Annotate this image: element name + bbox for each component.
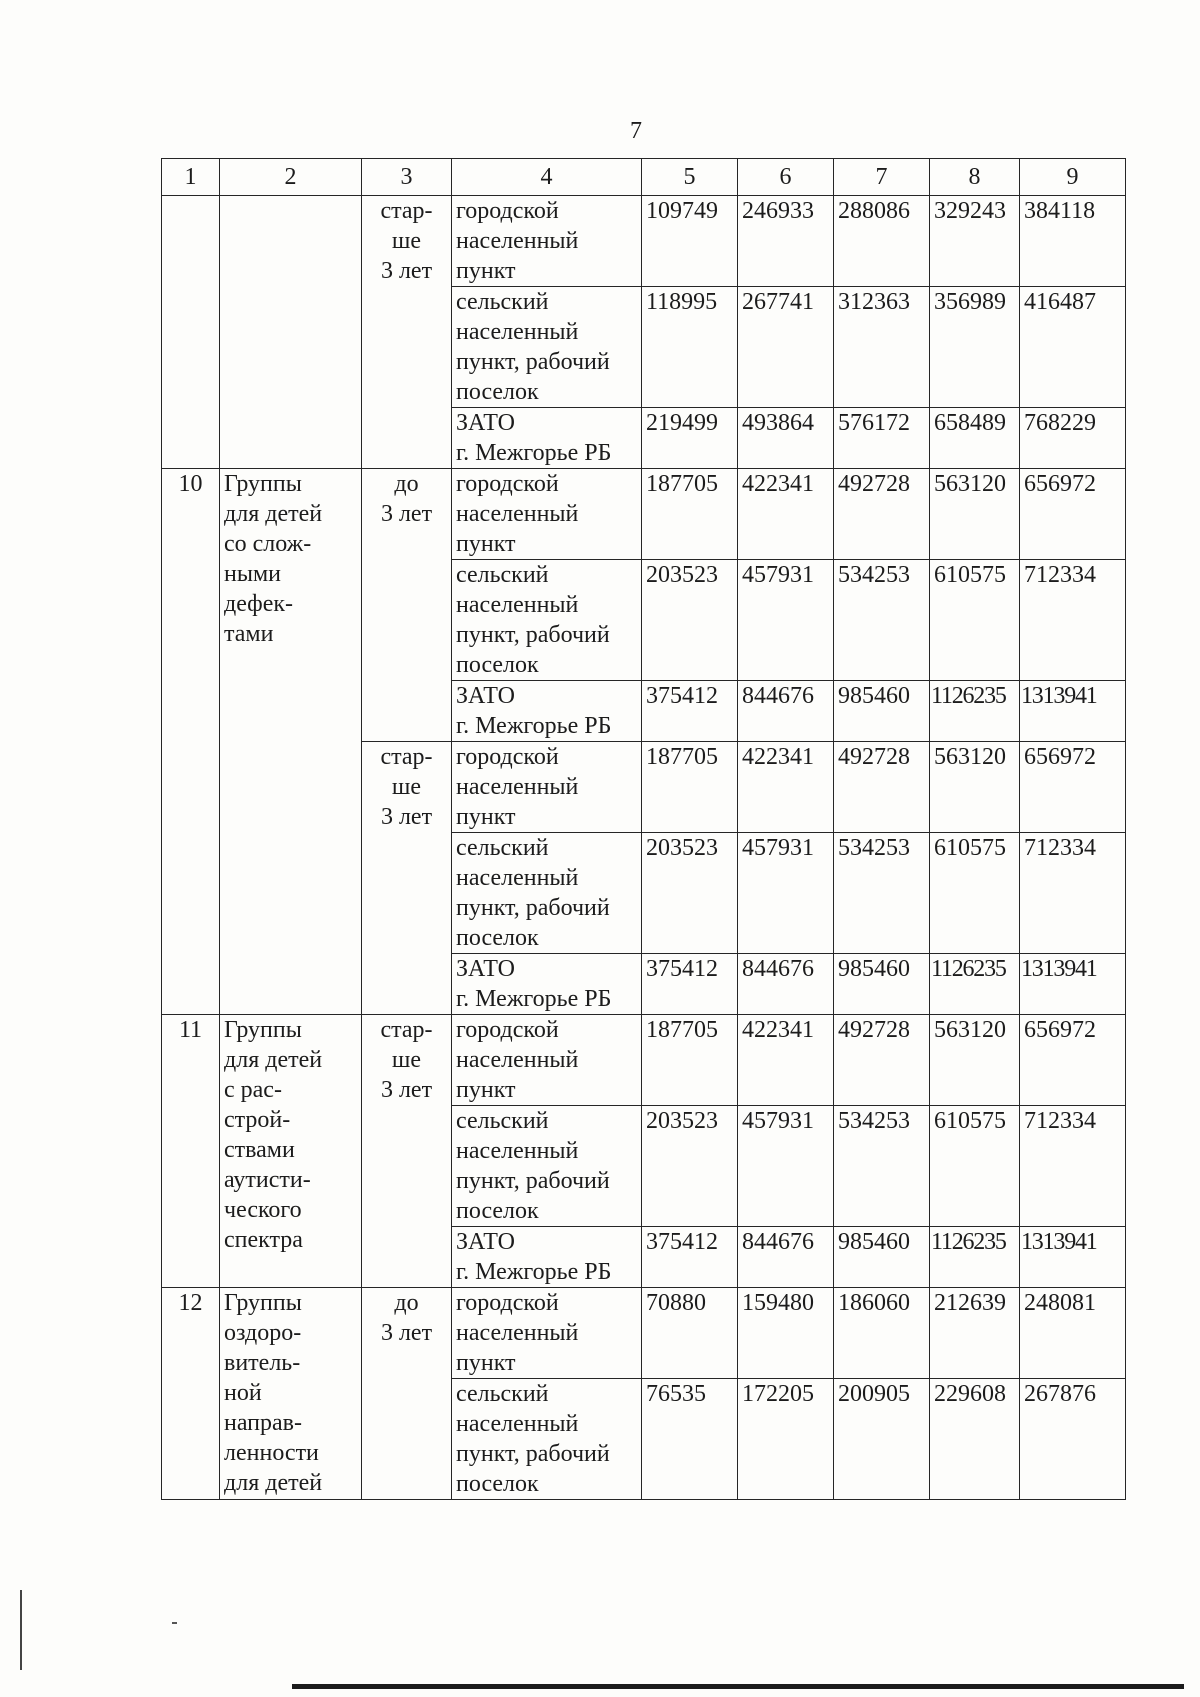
page-number: 7 (630, 118, 642, 144)
value-cell: 563120 (930, 742, 1020, 833)
value-cell: 267876 (1020, 1379, 1126, 1500)
table-row (162, 196, 1126, 287)
age-cell: стар- ше 3 лет (362, 196, 452, 469)
header-cell: 1 (162, 159, 220, 196)
header-cell: 4 (452, 159, 642, 196)
value-cell: 656972 (1020, 469, 1126, 560)
location-cell: ЗАТО г. Межгорье РБ (452, 681, 642, 742)
location-cell: сельский населенный пункт, рабочий поселок (452, 1379, 642, 1500)
value-cell: 187705 (642, 742, 738, 833)
table-row (162, 1288, 1126, 1379)
value-cell: 534253 (834, 560, 930, 681)
value-cell: 844676 (738, 954, 834, 1015)
value-cell: 576172 (834, 408, 930, 469)
value-cell: 563120 (930, 469, 1020, 560)
group-name-cell: Группы для детей со слож- ными дефек- тами (220, 469, 362, 1015)
value-cell: 844676 (738, 1227, 834, 1288)
value-cell: 534253 (834, 833, 930, 954)
value-cell: 712334 (1020, 1106, 1126, 1227)
value-cell: 375412 (642, 681, 738, 742)
location-cell: ЗАТО г. Межгорье РБ (452, 408, 642, 469)
header-cell: 9 (1020, 159, 1126, 196)
value-cell: 422341 (738, 1015, 834, 1106)
group-name-cell: Группы оздоро- витель- ной направ- ленности для детей (220, 1288, 362, 1500)
table-row (162, 469, 1126, 560)
value-cell: 416487 (1020, 287, 1126, 408)
value-cell: 186060 (834, 1288, 930, 1379)
value-cell: 422341 (738, 469, 834, 560)
value-cell: 1126235 (930, 954, 1020, 1015)
location-cell: сельский населенный пункт, рабочий поселок (452, 287, 642, 408)
table-row (162, 1015, 1126, 1106)
location-cell: ЗАТО г. Межгорье РБ (452, 954, 642, 1015)
header-cell: 3 (362, 159, 452, 196)
header-cell: 7 (834, 159, 930, 196)
header-cell: 6 (738, 159, 834, 196)
value-cell: 288086 (834, 196, 930, 287)
value-cell: 109749 (642, 196, 738, 287)
value-cell: 712334 (1020, 560, 1126, 681)
value-cell: 493864 (738, 408, 834, 469)
value-cell: 610575 (930, 833, 1020, 954)
value-cell: 712334 (1020, 833, 1126, 954)
value-cell: 203523 (642, 1106, 738, 1227)
value-cell: 312363 (834, 287, 930, 408)
value-cell: 768229 (1020, 408, 1126, 469)
age-cell: стар- ше 3 лет (362, 742, 452, 1015)
row-number-cell: 11 (162, 1015, 220, 1288)
value-cell: 422341 (738, 742, 834, 833)
value-cell: 70880 (642, 1288, 738, 1379)
value-cell: 985460 (834, 954, 930, 1015)
value-cell: 656972 (1020, 1015, 1126, 1106)
value-cell: 329243 (930, 196, 1020, 287)
age-cell: до 3 лет (362, 1288, 452, 1500)
value-cell: 844676 (738, 681, 834, 742)
value-cell: 492728 (834, 742, 930, 833)
location-cell: городской населенный пункт (452, 469, 642, 560)
row-number-cell: 10 (162, 469, 220, 1015)
value-cell: 203523 (642, 833, 738, 954)
value-cell: 200905 (834, 1379, 930, 1500)
tariff-table (161, 158, 1126, 1500)
group-name-cell: Группы для детей с рас- строй- ствами аутисти- ческого спектра (220, 1015, 362, 1288)
value-cell: 375412 (642, 954, 738, 1015)
value-cell: 212639 (930, 1288, 1020, 1379)
value-cell: 356989 (930, 287, 1020, 408)
value-cell: 610575 (930, 560, 1020, 681)
value-cell: 656972 (1020, 742, 1126, 833)
value-cell: 267741 (738, 287, 834, 408)
value-cell: 159480 (738, 1288, 834, 1379)
location-cell: сельский населенный пункт, рабочий поселок (452, 560, 642, 681)
value-cell: 1126235 (930, 681, 1020, 742)
value-cell: 248081 (1020, 1288, 1126, 1379)
value-cell: 492728 (834, 469, 930, 560)
value-cell: 384118 (1020, 196, 1126, 287)
age-cell: до 3 лет (362, 469, 452, 742)
value-cell: 76535 (642, 1379, 738, 1500)
row-number-cell (162, 196, 220, 469)
value-cell: 1313941 (1020, 1227, 1126, 1288)
value-cell: 118995 (642, 287, 738, 408)
scan-margin-line (20, 1590, 22, 1670)
location-cell: ЗАТО г. Межгорье РБ (452, 1227, 642, 1288)
value-cell: 375412 (642, 1227, 738, 1288)
value-cell: 219499 (642, 408, 738, 469)
location-cell: городской населенный пункт (452, 196, 642, 287)
value-cell: 658489 (930, 408, 1020, 469)
row-number-cell: 12 (162, 1288, 220, 1500)
table-header-row (162, 159, 1126, 196)
header-cell: 8 (930, 159, 1020, 196)
age-cell: стар- ше 3 лет (362, 1015, 452, 1288)
table-body (162, 159, 1126, 1500)
location-cell: городской населенный пункт (452, 1288, 642, 1379)
value-cell: 1313941 (1020, 954, 1126, 1015)
value-cell: 187705 (642, 469, 738, 560)
value-cell: 563120 (930, 1015, 1020, 1106)
header-cell: 2 (220, 159, 362, 196)
bottom-rule (292, 1684, 1184, 1689)
header-cell: 5 (642, 159, 738, 196)
value-cell: 172205 (738, 1379, 834, 1500)
value-cell: 1313941 (1020, 681, 1126, 742)
scan-speck (172, 1622, 177, 1624)
value-cell: 457931 (738, 1106, 834, 1227)
location-cell: городской населенный пункт (452, 1015, 642, 1106)
value-cell: 246933 (738, 196, 834, 287)
value-cell: 1126235 (930, 1227, 1020, 1288)
value-cell: 985460 (834, 681, 930, 742)
value-cell: 229608 (930, 1379, 1020, 1500)
value-cell: 492728 (834, 1015, 930, 1106)
location-cell: городской населенный пункт (452, 742, 642, 833)
location-cell: сельский населенный пункт, рабочий поселок (452, 833, 642, 954)
value-cell: 534253 (834, 1106, 930, 1227)
value-cell: 610575 (930, 1106, 1020, 1227)
value-cell: 457931 (738, 833, 834, 954)
value-cell: 457931 (738, 560, 834, 681)
value-cell: 203523 (642, 560, 738, 681)
value-cell: 187705 (642, 1015, 738, 1106)
group-name-cell (220, 196, 362, 469)
location-cell: сельский населенный пункт, рабочий поселок (452, 1106, 642, 1227)
value-cell: 985460 (834, 1227, 930, 1288)
